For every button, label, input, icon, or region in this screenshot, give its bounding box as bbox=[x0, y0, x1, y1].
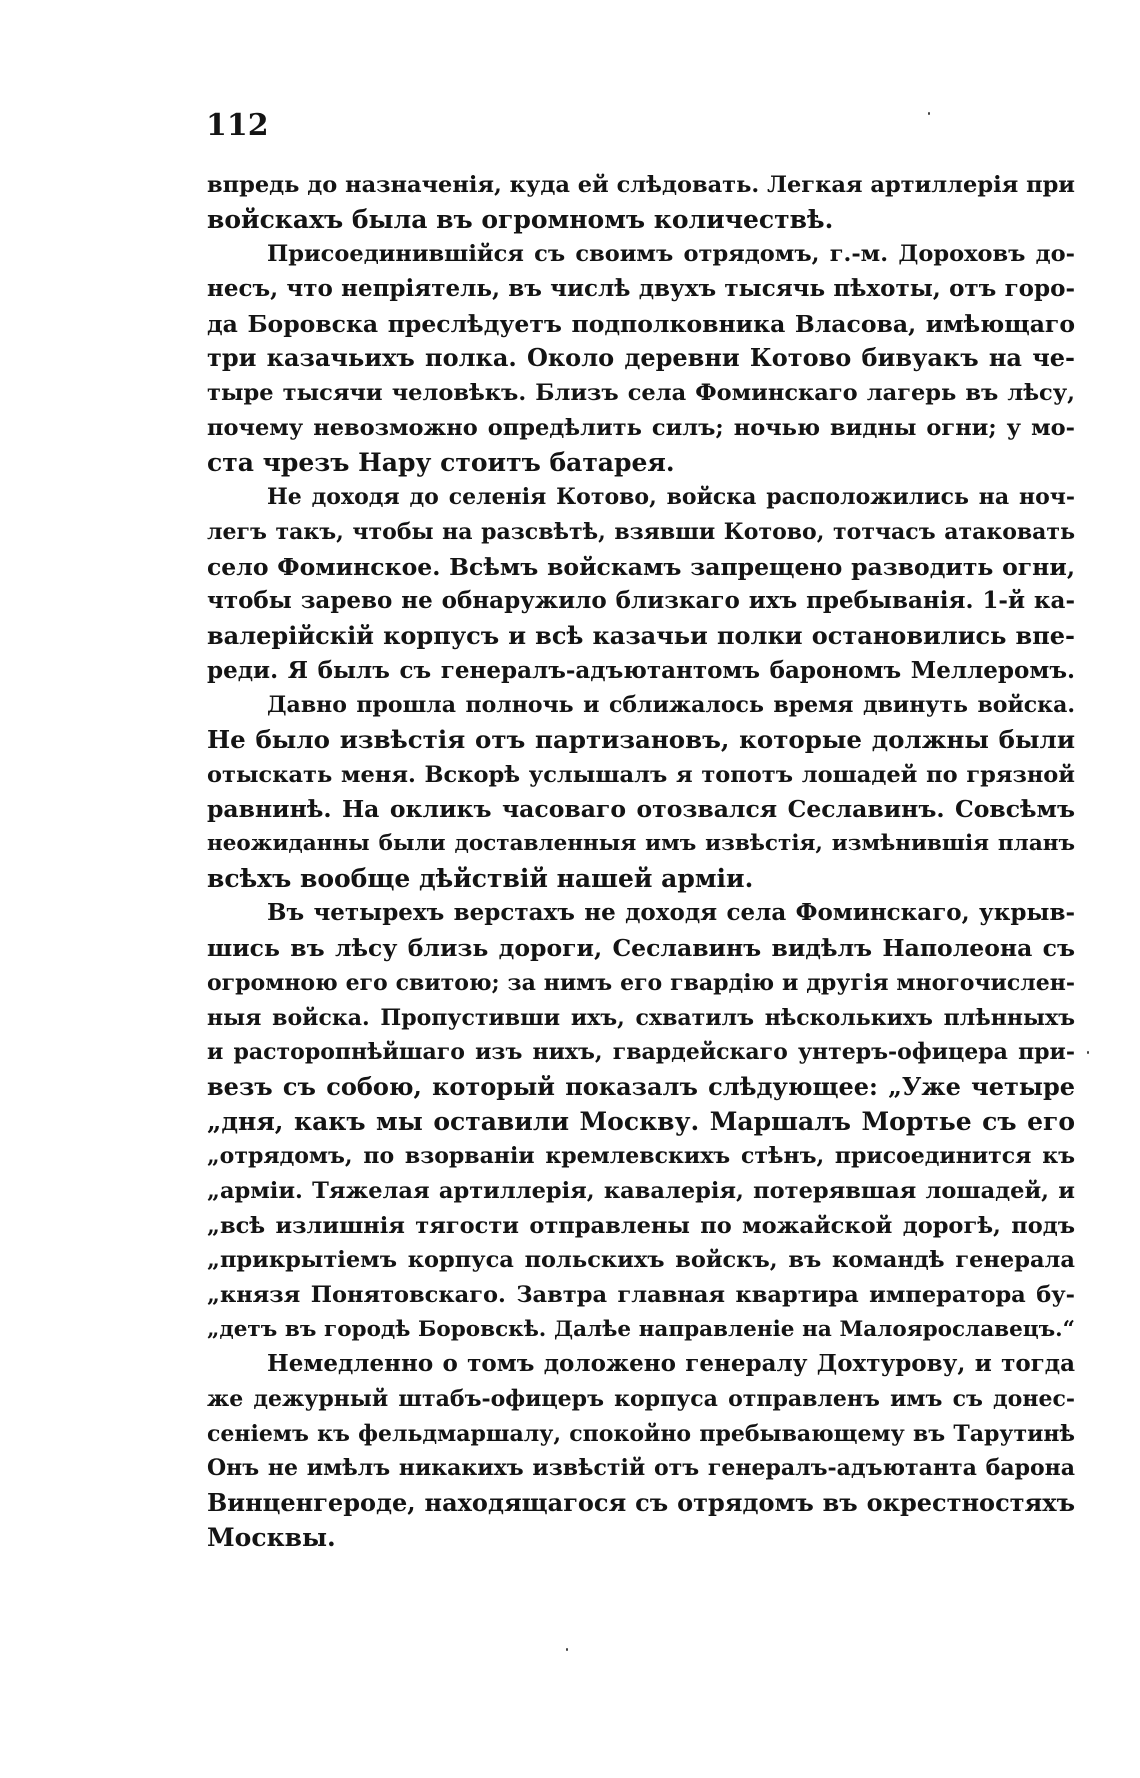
text-line: Немедленно о томъ доложено генералу Дохтурову, и тогда bbox=[267, 1350, 1075, 1378]
text-line: Не доходя до селенія Котово, войска расположились на ноч- bbox=[267, 484, 1075, 511]
text-line: неожиданны были доставленныя имъ извѣстія, измѣнившія планъ bbox=[207, 831, 1075, 857]
print-speck bbox=[1087, 1051, 1089, 1054]
text-line: „дня, какъ мы оставили Москву. Маршалъ Мортье съ его bbox=[207, 1106, 1075, 1136]
text-line: Винценгероде, находящагося съ отрядомъ въ окрестностяхъ bbox=[207, 1488, 1075, 1518]
body-text bbox=[207, 168, 1075, 1556]
text-line: „арміи. Тяжелая артиллерія, кавалерія, потерявшая лошадей, и bbox=[207, 1177, 1075, 1204]
text-line: легъ такъ, чтобы на разсвѣтѣ, взявши Котово, тотчасъ атаковать bbox=[207, 518, 1075, 545]
text-line: три казачьихъ полка. Около деревни Котово бивуакъ на че- bbox=[207, 343, 1075, 373]
text-line: ныя войска. Пропустивши ихъ, схватилъ нѣсколькихъ плѣнныхъ bbox=[207, 1004, 1075, 1031]
text-line: Москвы. bbox=[207, 1522, 336, 1552]
text-line: и расторопнѣйшаго изъ нихъ, гвардейскаго унтеръ-офицера при- bbox=[207, 1039, 1075, 1066]
text-line: шись въ лѣсу близь дороги, Сеславинъ видѣлъ Наполеона съ bbox=[207, 934, 1075, 963]
text-line: сеніемъ къ фельдмаршалу, спокойно пребывающему въ Тарутинѣ bbox=[207, 1420, 1075, 1447]
text-line: отыскать меня. Вскорѣ услышалъ я топотъ лошадей по грязной bbox=[207, 761, 1075, 788]
text-line: равнинѣ. На окликъ часоваго отозвался Сеславинъ. Совсѣмъ bbox=[207, 795, 1075, 824]
text-line: впредь до назначенія, куда ей слѣдовать. Легкая артиллерія при bbox=[207, 172, 1075, 198]
print-speck bbox=[566, 1648, 568, 1651]
text-line: огромною его свитою; за нимъ его гвардію и другія многочислен- bbox=[207, 969, 1075, 996]
text-line: валерійскій корпусъ и всѣ казачьи полки остановились впе- bbox=[207, 620, 1075, 650]
text-line: „всѣ излишнія тягости отправлены по можайской дорогѣ, подъ bbox=[207, 1212, 1075, 1239]
text-line: чтобы зарево не обнаружило близкаго ихъ пребыванія. 1-й ка- bbox=[207, 587, 1075, 615]
text-line: войскахъ была въ огромномъ количествѣ. bbox=[207, 204, 834, 234]
text-line: „отрядомъ, по взорваніи кремлевскихъ стѣнъ, присоединится къ bbox=[207, 1143, 1075, 1170]
text-line: „прикрытіемъ корпуса польскихъ войскъ, въ командѣ генерала bbox=[207, 1247, 1075, 1274]
text-line: реди. Я былъ съ генералъ-адъютантомъ барономъ Меллеромъ. bbox=[207, 656, 1075, 684]
text-line: тыре тысячи человѣкъ. Близъ села Фоминскаго лагерь въ лѣсу, bbox=[207, 380, 1075, 407]
text-line: везъ съ собою, который показалъ слѣдующее: „Уже четыре bbox=[207, 1071, 1075, 1101]
text-line: Давно прошла полночь и сближалось время двинуть войска. bbox=[267, 692, 1075, 719]
text-line: село Фоминское. Всѣмъ войскамъ запрещено разводить огни, bbox=[207, 552, 1075, 581]
text-line: да Боровска преслѣдуетъ подполковника Власова, имѣющаго bbox=[207, 309, 1075, 338]
text-line: Присоединившійся съ своимъ отрядомъ, г.-м. Дороховъ до- bbox=[267, 241, 1075, 268]
text-line: несъ, что непріятель, въ числѣ двухъ тысячь пѣхоты, отъ горо- bbox=[207, 275, 1075, 303]
print-speck bbox=[928, 112, 930, 115]
text-line: почему невозможно опредѣлить силъ; ночью видны огни; у мо- bbox=[207, 414, 1075, 441]
text-line: „князя Понятовскаго. Завтра главная квартира императора бу- bbox=[207, 1282, 1075, 1308]
text-line: „детъ въ городѣ Боровскѣ. Далѣе направленіе на Малоярославецъ.“ bbox=[207, 1316, 1075, 1342]
page-number: 112 bbox=[206, 108, 269, 143]
text-line: Не было извѣстія отъ партизановъ, которые должны были bbox=[207, 725, 1075, 754]
text-line: ста чрезъ Нару стоитъ батарея. bbox=[207, 447, 675, 477]
text-line: Онъ не имѣлъ никакихъ извѣстій отъ генералъ-адъютанта барона bbox=[207, 1455, 1075, 1482]
text-line: всѣхъ вообще дѣйствій нашей арміи. bbox=[207, 863, 754, 893]
text-line: же дежурный штабъ-офицеръ корпуса отправленъ имъ съ донес- bbox=[207, 1386, 1075, 1413]
text-line: Въ четырехъ верстахъ не доходя села Фоминскаго, укрыв- bbox=[267, 899, 1075, 927]
